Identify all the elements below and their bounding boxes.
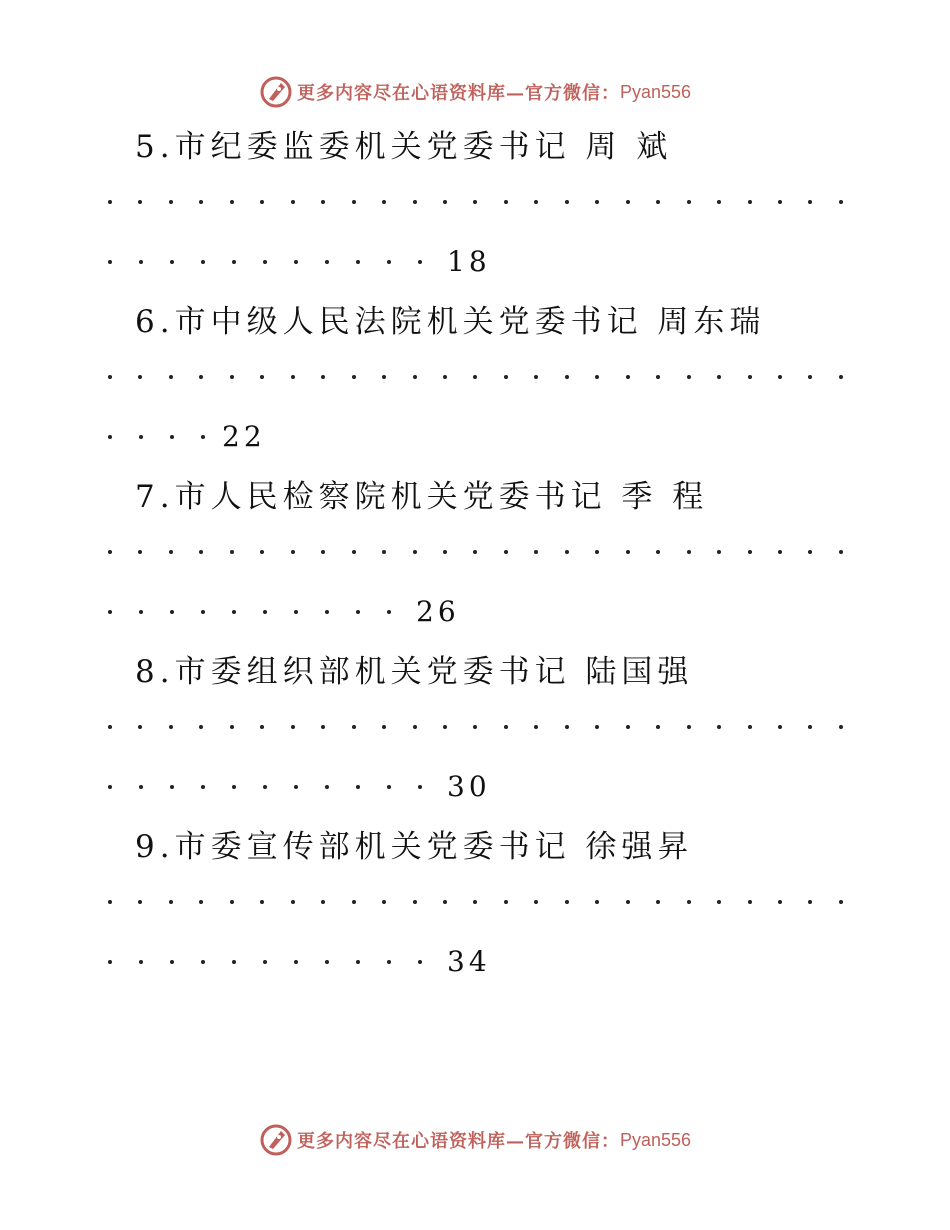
leader-dot xyxy=(534,550,538,554)
leader-dot xyxy=(199,550,203,554)
watermark-text: 更多内容尽在心语资料库—官方微信： xyxy=(296,1131,620,1152)
leader-dot xyxy=(260,550,264,554)
leader-dot xyxy=(356,785,360,789)
leader-dot xyxy=(413,725,417,729)
leader-dot xyxy=(138,200,142,204)
leader-dot xyxy=(418,960,422,964)
leader-dot xyxy=(199,375,203,379)
leader-dot xyxy=(504,550,508,554)
leader-dot xyxy=(201,960,205,964)
leader-dot xyxy=(595,725,599,729)
leader-dot xyxy=(656,375,660,379)
leader-dot xyxy=(808,900,812,904)
toc-leader-dots xyxy=(108,960,449,964)
leader-dot xyxy=(687,375,691,379)
leader-dot xyxy=(291,375,295,379)
leader-dot xyxy=(413,550,417,554)
pen-nib-logo-icon xyxy=(259,75,293,109)
toc-page-number: 18 xyxy=(447,245,491,278)
leader-dot xyxy=(656,200,660,204)
leader-dot xyxy=(504,725,508,729)
toc-entry-title: 8.市委组织部机关党委书记 陆国强 xyxy=(135,654,694,690)
leader-dot xyxy=(839,725,843,729)
leader-dot xyxy=(169,550,173,554)
leader-dot xyxy=(413,200,417,204)
leader-dot xyxy=(778,900,782,904)
leader-dot xyxy=(138,725,142,729)
leader-dot xyxy=(139,960,143,964)
leader-dot xyxy=(139,785,143,789)
leader-dot xyxy=(504,375,508,379)
leader-dot xyxy=(443,900,447,904)
leader-dot xyxy=(263,785,267,789)
leader-dot xyxy=(565,550,569,554)
toc-entry-title: 7.市人民检察院机关党委书记 季 程 xyxy=(135,479,709,515)
leader-dot xyxy=(108,725,112,729)
toc-page-number: 26 xyxy=(416,595,460,628)
leader-dot xyxy=(321,900,325,904)
leader-dot xyxy=(778,725,782,729)
leader-dot xyxy=(595,550,599,554)
toc-entry-title: 9.市委宣传部机关党委书记 徐强昇 xyxy=(135,829,694,865)
leader-dot xyxy=(595,900,599,904)
leader-dot xyxy=(170,960,174,964)
leader-dot xyxy=(263,260,267,264)
leader-dot xyxy=(748,725,752,729)
leader-dot xyxy=(108,550,112,554)
leader-dot xyxy=(232,785,236,789)
leader-dot xyxy=(321,550,325,554)
leader-dot xyxy=(108,200,112,204)
leader-dot xyxy=(473,550,477,554)
leader-dot xyxy=(291,550,295,554)
leader-dot xyxy=(656,900,660,904)
leader-dot xyxy=(352,200,356,204)
toc-leader-line-2 xyxy=(108,942,491,982)
leader-dot xyxy=(473,200,477,204)
leader-dot xyxy=(717,550,721,554)
leader-dot xyxy=(260,725,264,729)
toc-leader-dots xyxy=(108,892,843,912)
toc-leader-dots xyxy=(108,785,449,789)
leader-dot xyxy=(263,960,267,964)
leader-dot xyxy=(565,375,569,379)
leader-dot xyxy=(291,200,295,204)
leader-dot xyxy=(626,725,630,729)
leader-dot xyxy=(443,200,447,204)
leader-dot xyxy=(748,900,752,904)
leader-dot xyxy=(138,900,142,904)
leader-dot xyxy=(325,785,329,789)
leader-dot xyxy=(170,260,174,264)
leader-dot xyxy=(352,900,356,904)
leader-dot xyxy=(595,375,599,379)
leader-dot xyxy=(504,900,508,904)
leader-dot xyxy=(534,725,538,729)
leader-dot xyxy=(595,200,599,204)
leader-dot xyxy=(138,375,142,379)
footer-watermark xyxy=(0,1120,950,1160)
toc-leader-dots xyxy=(108,717,843,737)
watermark-wechat-id: Pyan556 xyxy=(619,1129,692,1150)
leader-dot xyxy=(108,610,112,614)
leader-dot xyxy=(473,375,477,379)
leader-dot xyxy=(473,725,477,729)
leader-dot xyxy=(687,200,691,204)
leader-dot xyxy=(839,375,843,379)
leader-dot xyxy=(382,550,386,554)
leader-dot xyxy=(387,260,391,264)
leader-dot xyxy=(294,260,298,264)
leader-dot xyxy=(626,550,630,554)
leader-dot xyxy=(199,200,203,204)
leader-dot xyxy=(534,200,538,204)
leader-dot xyxy=(534,900,538,904)
leader-dot xyxy=(565,725,569,729)
leader-dot xyxy=(325,260,329,264)
leader-dot xyxy=(717,900,721,904)
leader-dot xyxy=(169,200,173,204)
leader-dot xyxy=(626,375,630,379)
leader-dot xyxy=(232,260,236,264)
leader-dot xyxy=(260,900,264,904)
leader-dot xyxy=(656,725,660,729)
leader-dot xyxy=(626,900,630,904)
leader-dot xyxy=(387,960,391,964)
leader-dot xyxy=(108,435,112,439)
leader-dot xyxy=(199,900,203,904)
leader-dot xyxy=(199,725,203,729)
leader-dot xyxy=(325,610,329,614)
leader-dot xyxy=(294,960,298,964)
leader-dot xyxy=(778,550,782,554)
leader-dot xyxy=(382,900,386,904)
leader-dot xyxy=(352,725,356,729)
leader-dot xyxy=(356,260,360,264)
leader-dot xyxy=(778,200,782,204)
leader-dot xyxy=(656,550,660,554)
toc-leader-line-2 xyxy=(108,592,460,632)
leader-dot xyxy=(778,375,782,379)
leader-dot xyxy=(356,960,360,964)
pen-nib-logo-icon xyxy=(259,1123,293,1157)
leader-dot xyxy=(108,260,112,264)
leader-dot xyxy=(230,725,234,729)
leader-dot xyxy=(717,375,721,379)
leader-dot xyxy=(230,900,234,904)
leader-dot xyxy=(808,375,812,379)
leader-dot xyxy=(382,200,386,204)
leader-dot xyxy=(413,375,417,379)
toc-leader-dots xyxy=(108,435,232,439)
leader-dot xyxy=(263,610,267,614)
leader-dot xyxy=(201,435,205,439)
leader-dot xyxy=(232,610,236,614)
leader-dot xyxy=(138,550,142,554)
leader-dot xyxy=(108,960,112,964)
leader-dot xyxy=(291,725,295,729)
leader-dot xyxy=(504,200,508,204)
leader-dot xyxy=(443,375,447,379)
toc-leader-line-2 xyxy=(108,767,491,807)
leader-dot xyxy=(321,725,325,729)
toc-leader-dots xyxy=(108,610,418,614)
leader-dot xyxy=(473,900,477,904)
leader-dot xyxy=(325,960,329,964)
toc-leader-dots xyxy=(108,542,843,562)
leader-dot xyxy=(808,725,812,729)
leader-dot xyxy=(260,375,264,379)
leader-dot xyxy=(565,200,569,204)
watermark-wechat-id: Pyan556 xyxy=(619,81,692,102)
leader-dot xyxy=(687,900,691,904)
toc-entry-title: 5.市纪委监委机关党委书记 周 斌 xyxy=(135,129,673,165)
toc-page-number: 30 xyxy=(447,770,491,803)
leader-dot xyxy=(839,550,843,554)
leader-dot xyxy=(443,550,447,554)
leader-dot xyxy=(170,435,174,439)
leader-dot xyxy=(748,550,752,554)
leader-dot xyxy=(230,375,234,379)
leader-dot xyxy=(443,725,447,729)
toc-leader-line-2 xyxy=(108,417,266,457)
leader-dot xyxy=(291,900,295,904)
leader-dot xyxy=(230,550,234,554)
toc-leader-dots xyxy=(108,260,449,264)
leader-dot xyxy=(169,900,173,904)
leader-dot xyxy=(418,260,422,264)
leader-dot xyxy=(717,725,721,729)
leader-dot xyxy=(139,260,143,264)
leader-dot xyxy=(356,610,360,614)
leader-dot xyxy=(169,375,173,379)
watermark-text: 更多内容尽在心语资料库—官方微信： xyxy=(296,83,620,104)
leader-dot xyxy=(565,900,569,904)
toc-page-number: 22 xyxy=(222,420,266,453)
leader-dot xyxy=(808,550,812,554)
leader-dot xyxy=(232,960,236,964)
leader-dot xyxy=(839,900,843,904)
leader-dot xyxy=(169,725,173,729)
leader-dot xyxy=(626,200,630,204)
leader-dot xyxy=(418,785,422,789)
header-watermark xyxy=(0,72,950,112)
leader-dot xyxy=(387,610,391,614)
leader-dot xyxy=(534,375,538,379)
leader-dot xyxy=(808,200,812,204)
leader-dot xyxy=(839,200,843,204)
leader-dot xyxy=(687,725,691,729)
leader-dot xyxy=(294,610,298,614)
leader-dot xyxy=(387,785,391,789)
leader-dot xyxy=(294,785,298,789)
leader-dot xyxy=(108,900,112,904)
leader-dot xyxy=(413,900,417,904)
leader-dot xyxy=(108,785,112,789)
leader-dot xyxy=(108,375,112,379)
leader-dot xyxy=(170,785,174,789)
leader-dot xyxy=(687,550,691,554)
leader-dot xyxy=(748,200,752,204)
toc-entry-title: 6.市中级人民法院机关党委书记 周东瑞 xyxy=(135,304,766,340)
leader-dot xyxy=(139,435,143,439)
toc-leader-line-2 xyxy=(108,242,491,282)
leader-dot xyxy=(201,785,205,789)
leader-dot xyxy=(352,375,356,379)
leader-dot xyxy=(170,610,174,614)
leader-dot xyxy=(201,260,205,264)
toc-page-number: 34 xyxy=(447,945,491,978)
leader-dot xyxy=(717,200,721,204)
leader-dot xyxy=(382,725,386,729)
leader-dot xyxy=(139,610,143,614)
leader-dot xyxy=(352,550,356,554)
leader-dot xyxy=(321,375,325,379)
leader-dot xyxy=(382,375,386,379)
leader-dot xyxy=(201,610,205,614)
leader-dot xyxy=(321,200,325,204)
leader-dot xyxy=(260,200,264,204)
leader-dot xyxy=(748,375,752,379)
toc-leader-dots xyxy=(108,367,843,387)
toc-leader-dots xyxy=(108,192,843,212)
leader-dot xyxy=(230,200,234,204)
